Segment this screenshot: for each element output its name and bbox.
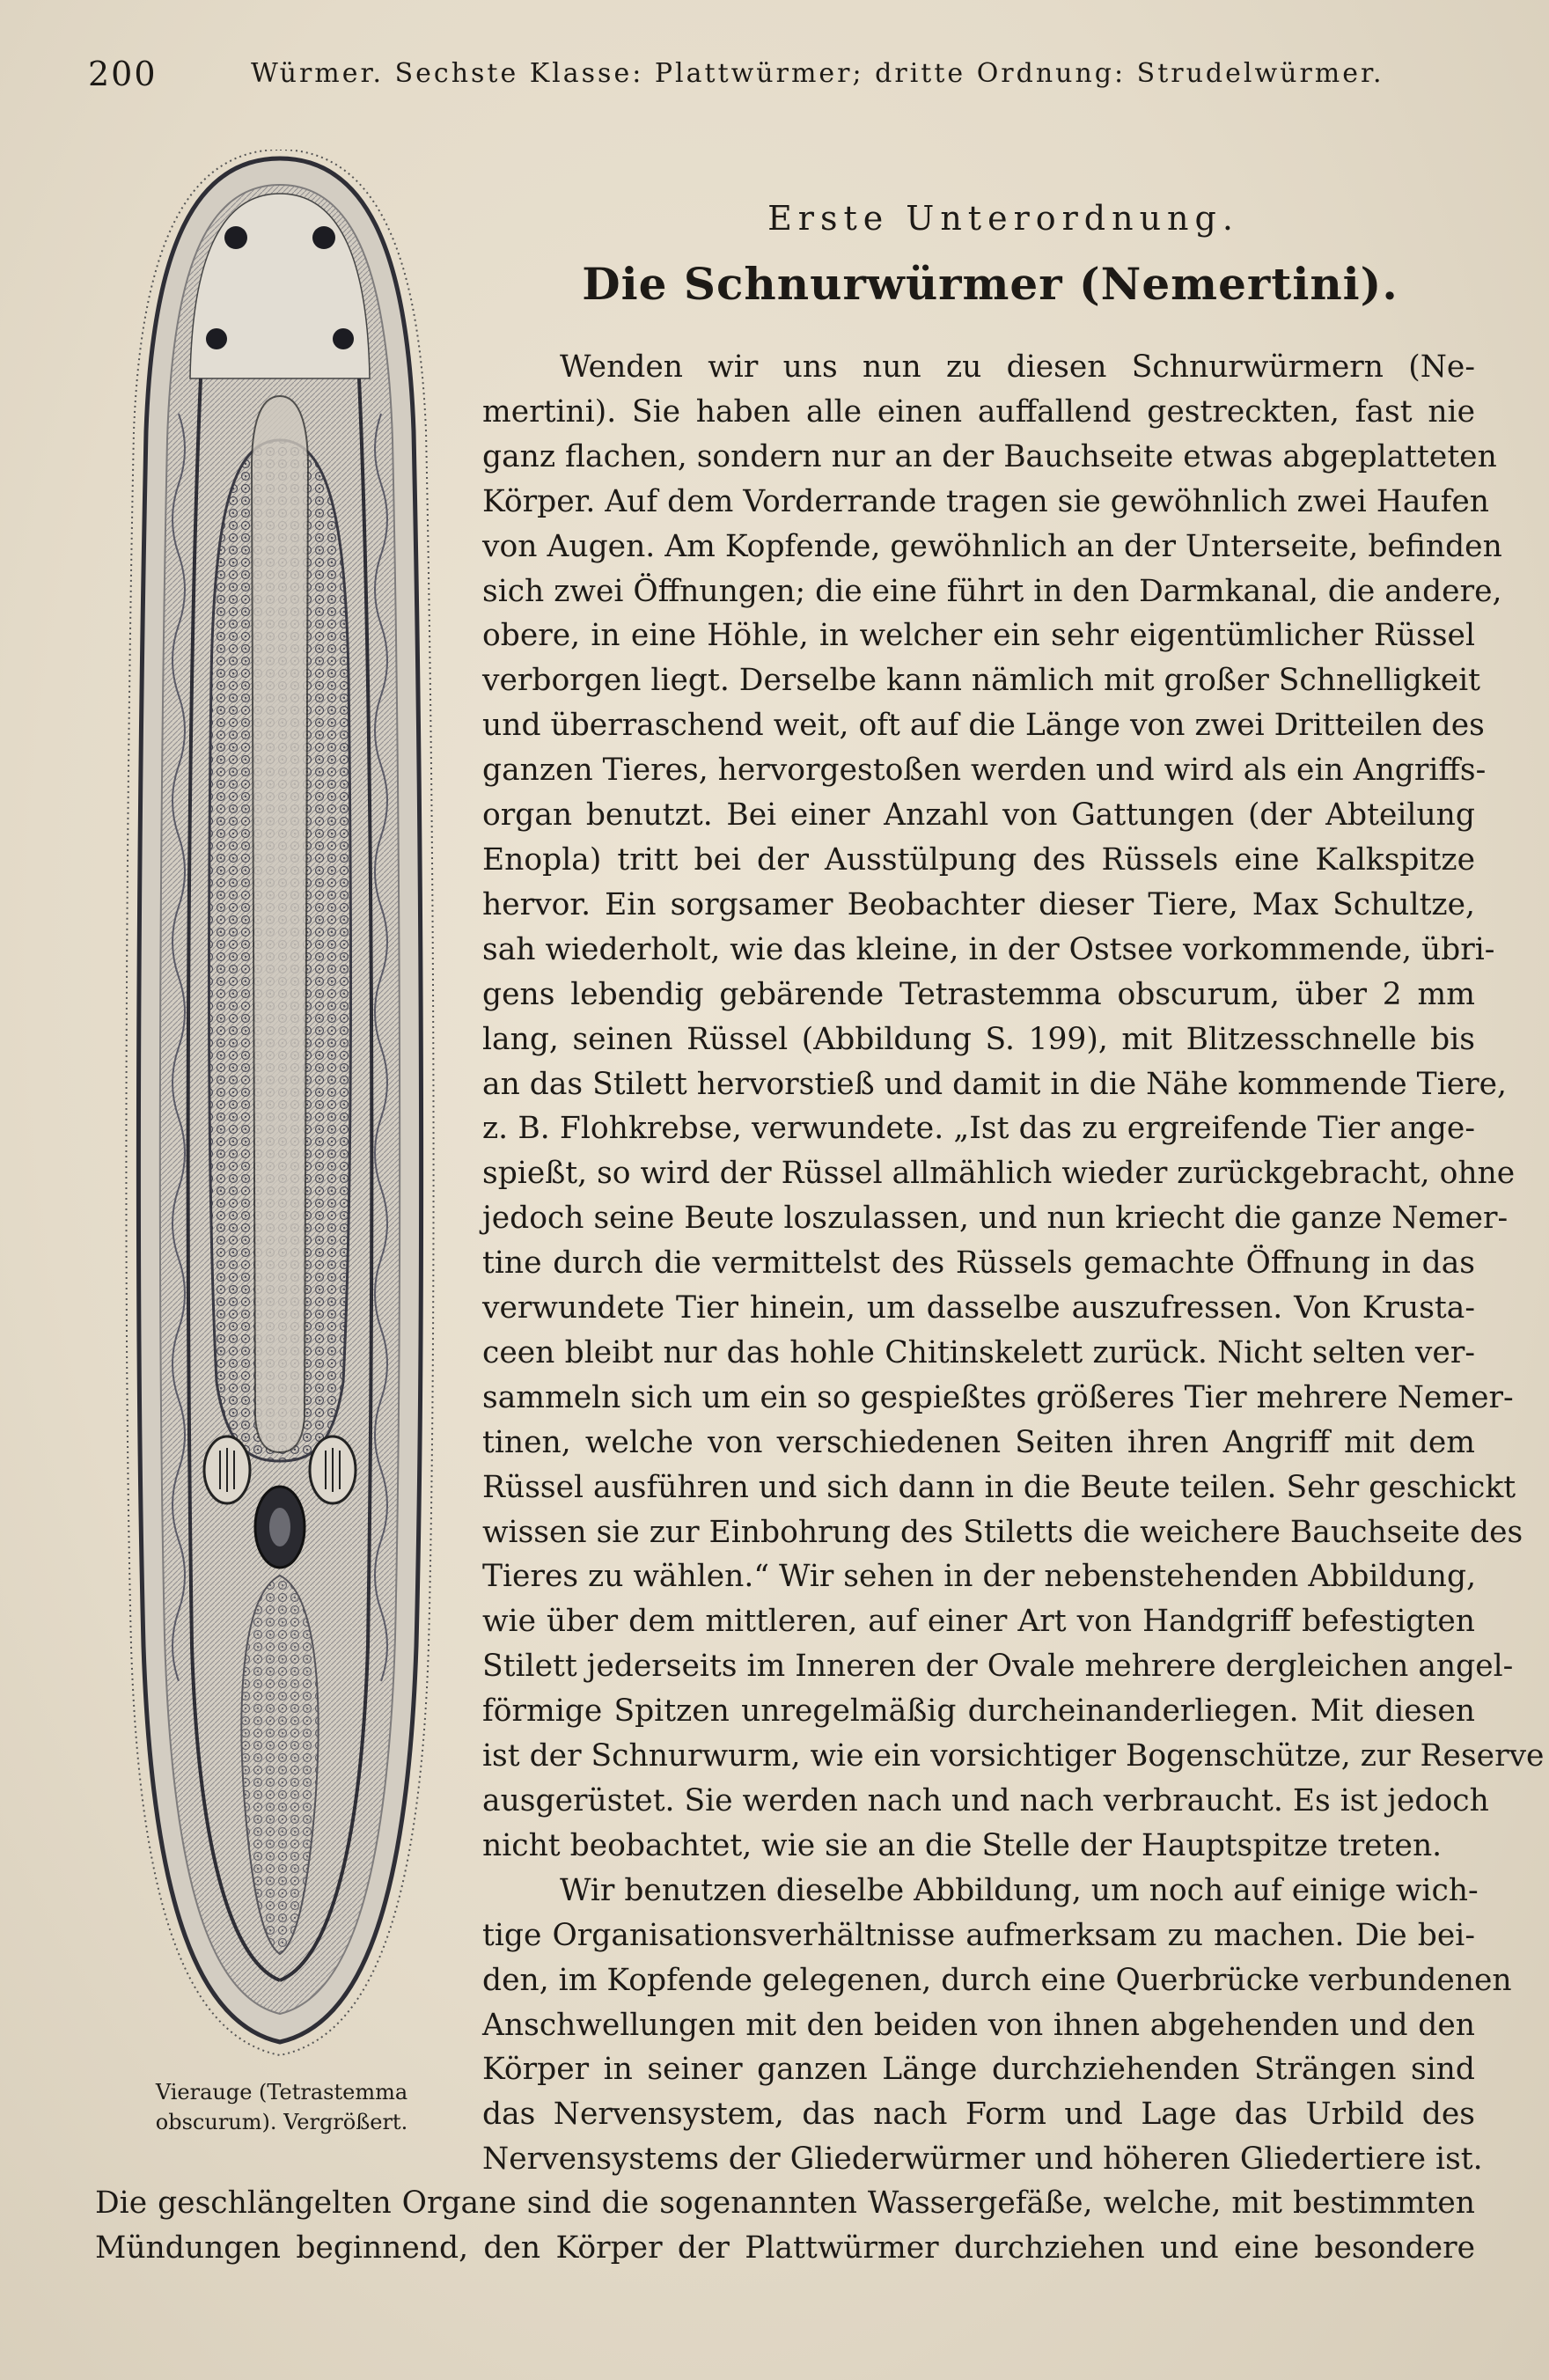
text-line: ganz flachen, sondern nur an der Bauchseite etwas abgeplatteten	[482, 438, 1497, 474]
text-line: sammeln sich um ein so gespießtes größeres Tier mehrere Nemer-	[482, 1379, 1514, 1415]
text-line: Körper in seiner ganzen Länge durchziehenden Strängen sind	[482, 2052, 1475, 2088]
text-line: Tieres zu wählen.“ Wir sehen in der nebenstehenden Abbildung,	[482, 1559, 1477, 1595]
text-line: Stilett jederseits im Inneren der Ovale mehrere dergleichen angel-	[482, 1649, 1514, 1685]
text-line: verwundete Tier hinein, um dasselbe auszufressen. Von Krusta-	[482, 1290, 1475, 1326]
text-line: ganzen Tieres, hervorgestoßen werden und wird als ein Angriffs-	[482, 753, 1487, 789]
text-line: Die geschlängelten Organe sind die sogenannten Wassergefäße, welche, mit bestimmten	[95, 2185, 1475, 2221]
running-head	[88, 55, 1461, 99]
text-line: lang, seinen Rüssel (Abbildung S. 199), mit Blitzesschnelle bis	[482, 1021, 1475, 1057]
text-line: wissen sie zur Einbohrung des Stiletts die weichere Bauchseite des	[482, 1514, 1523, 1550]
text-line: den, im Kopfende gelegenen, durch eine Querbrücke verbundenen	[482, 1962, 1512, 1998]
text-line: von Augen. Am Kopfende, gewöhnlich an der Unterseite, befinden	[482, 528, 1502, 564]
section-heading: Die Schnurwürmer (Nemertini).	[582, 258, 1399, 310]
text-line: sah wiederholt, wie das kleine, in der Ostsee vorkommende, übri-	[482, 931, 1495, 967]
running-head-title: Würmer. Sechste Klasse: Plattwürmer; dritte Ordnung: Strudelwürmer.	[251, 58, 1384, 89]
text-line: Körper. Auf dem Vorderrande tragen sie gewöhnlich zwei Haufen	[482, 483, 1490, 519]
text-line: mertini). Sie haben alle einen auffallend gestreckten, fast nie	[482, 393, 1475, 430]
text-line: verborgen liegt. Derselbe kann nämlich mit großer Schnelligkeit	[482, 663, 1481, 699]
text-line: jedoch seine Beute loszulassen, und nun kriecht die ganze Nemer-	[482, 1201, 1509, 1237]
text-line: das Nervensystem, das nach Form und Lage das Urbild des	[482, 2097, 1475, 2133]
text-line: organ benutzt. Bei einer Anzahl von Gattungen (der Abteilung	[482, 797, 1475, 834]
text-line: ceen bleibt nur das hohle Chitinskelett zurück. Nicht selten ver-	[482, 1334, 1475, 1370]
text-line: ist der Schnurwurm, wie ein vorsichtiger Bogenschütze, zur Reserve	[482, 1738, 1545, 1774]
text-line: förmige Spitzen unregelmäßig durcheinanderliegen. Mit diesen	[482, 1693, 1475, 1730]
text-line: obere, in eine Höhle, in welcher ein sehr eigentümlicher Rüssel	[482, 618, 1475, 654]
full-width-text	[95, 2181, 1475, 2271]
text-line: Wenden wir uns nun zu diesen Schnurwürmern (Ne-	[560, 349, 1475, 385]
caption-line: obscurum). Vergrößert.	[155, 2110, 408, 2134]
text-line: gens lebendig gebärende Tetrastemma obscurum, über 2 mm	[482, 976, 1475, 1012]
figure-caption	[88, 2077, 475, 2137]
text-line: Enopla) tritt bei der Ausstülpung des Rüssels eine Kalkspitze	[482, 841, 1475, 878]
text-line: z. B. Flohkrebse, verwundete. „Ist das zu ergreifende Tier ange-	[482, 1111, 1475, 1147]
text-line: tige Organisationsverhältnisse aufmerksam zu machen. Die bei-	[482, 1917, 1475, 1953]
suborder-title: Erste Unterordnung.	[767, 199, 1239, 238]
text-line: tine durch die vermittelst des Rüssels gemachte Öffnung in das	[482, 1245, 1475, 1282]
column-text	[482, 345, 1545, 2182]
text-line: ausgerüstet. Sie werden nach und nach verbraucht. Es ist jedoch	[482, 1783, 1489, 1818]
text-line: sich zwei Öffnungen; die eine führt in den Darmkanal, die andere,	[482, 573, 1502, 609]
text-line: Rüssel ausführen und sich dann in die Beute teilen. Sehr geschickt	[482, 1469, 1516, 1505]
text-line: an das Stilett hervorstieß und damit in die Nähe kommende Tiere,	[482, 1066, 1508, 1102]
text-line: tinen, welche von verschiedenen Seiten ihren Angriff mit dem	[482, 1424, 1475, 1460]
text-line: Mündungen beginnend, den Körper der Plattwürmer durchziehen und eine besondere	[95, 2230, 1475, 2266]
caption-line: Vierauge (Tetrastemma	[155, 2080, 408, 2105]
text-line: und überraschend weit, oft auf die Länge von zwei Dritteilen des	[482, 708, 1485, 744]
text-line: spießt, so wird der Rüssel allmählich wieder zurückgebracht, ohne	[482, 1156, 1516, 1192]
text-line: hervor. Ein sorgsamer Beobachter dieser Tiere, Max Schultze,	[482, 886, 1475, 922]
text-line: nicht beobachtet, wie sie an die Stelle der Hauptspitze treten.	[482, 1827, 1443, 1863]
text-line: Anschwellungen mit den beiden von ihnen abgehenden und den	[482, 2007, 1475, 2043]
nemertine-illustration	[104, 150, 456, 2086]
text-line: Nervensystems der Gliederwürmer und höheren Gliedertiere ist.	[482, 2141, 1483, 2178]
text-line: wie über dem mittleren, auf einer Art von Handgriff befestigten	[482, 1604, 1475, 1640]
text-line: Wir benutzen dieselbe Abbildung, um noch auf einige wich-	[560, 1872, 1479, 1908]
page-number: 200	[88, 55, 158, 93]
